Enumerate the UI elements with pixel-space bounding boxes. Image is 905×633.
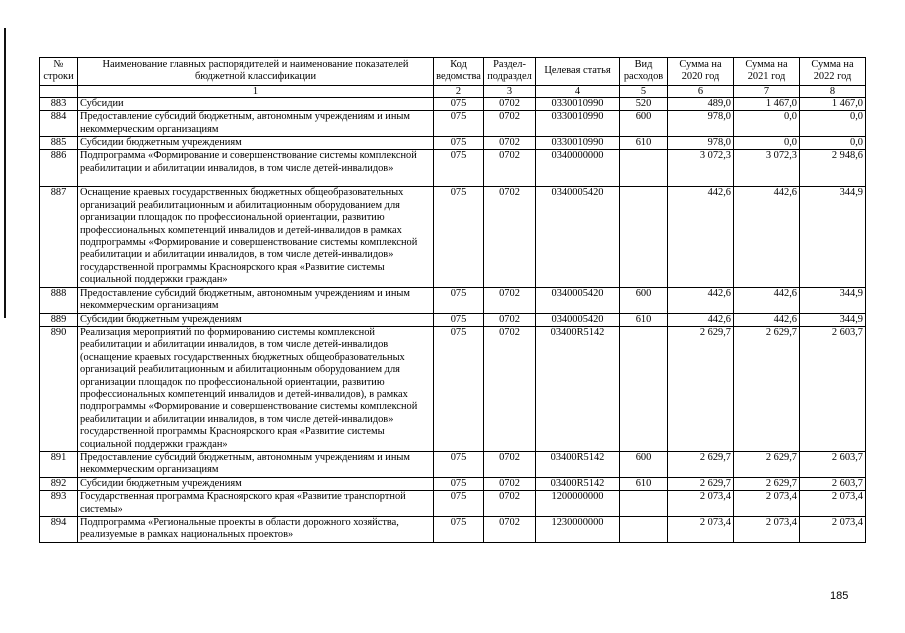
cell-department-code: 075	[434, 287, 484, 313]
column-number: 5	[620, 85, 668, 97]
table-row	[40, 150, 866, 187]
page-number: 185	[830, 590, 849, 602]
cell-department-code: 075	[434, 451, 484, 477]
cell-target-article: 0340005420	[536, 287, 620, 313]
table-row	[40, 313, 866, 326]
cell-sum-2020: 3 072,3	[668, 150, 734, 187]
cell-sum-2021: 0,0	[734, 111, 800, 137]
cell-target-article: 03400R5142	[536, 477, 620, 490]
cell-row-number: 891	[40, 451, 78, 477]
cell-department-code: 075	[434, 111, 484, 137]
table-row	[40, 451, 866, 477]
cell-section: 0702	[484, 137, 536, 150]
column-number: 4	[536, 85, 620, 97]
column-number: 1	[78, 85, 434, 97]
cell-row-number: 886	[40, 150, 78, 187]
cell-department-code: 075	[434, 326, 484, 451]
table-row	[40, 187, 866, 287]
cell-sum-2022: 344,9	[800, 313, 866, 326]
cell-sum-2020: 2 073,4	[668, 517, 734, 543]
header-row-number: № строки	[40, 58, 78, 86]
table-body	[40, 97, 866, 542]
cell-expense-type: 600	[620, 451, 668, 477]
cell-department-code: 075	[434, 477, 484, 490]
cell-sum-2021: 2 073,4	[734, 491, 800, 517]
cell-sum-2022: 2 073,4	[800, 491, 866, 517]
cell-name: Предоставление субсидий бюджетным, автономным учреждениям и иным некоммерческим организациям	[78, 287, 434, 313]
cell-sum-2022: 2 603,7	[800, 451, 866, 477]
cell-sum-2020: 489,0	[668, 97, 734, 110]
cell-section: 0702	[484, 451, 536, 477]
cell-sum-2020: 2 629,7	[668, 451, 734, 477]
cell-name: Субсидии	[78, 97, 434, 110]
cell-row-number: 892	[40, 477, 78, 490]
cell-sum-2020: 2 073,4	[668, 491, 734, 517]
cell-expense-type: 610	[620, 313, 668, 326]
cell-target-article: 0330010990	[536, 137, 620, 150]
cell-sum-2021: 3 072,3	[734, 150, 800, 187]
table-row	[40, 326, 866, 451]
cell-name: Субсидии бюджетным учреждениям	[78, 137, 434, 150]
cell-department-code: 075	[434, 517, 484, 543]
cell-row-number: 883	[40, 97, 78, 110]
column-number	[40, 85, 78, 97]
cell-section: 0702	[484, 287, 536, 313]
cell-name: Подпрограмма «Формирование и совершенствование системы комплексной реабилитации и абилитации инвалидов, в том числе детей-инвалидов»	[78, 150, 434, 187]
cell-row-number: 893	[40, 491, 78, 517]
table-row	[40, 137, 866, 150]
table-row	[40, 517, 866, 543]
column-number: 3	[484, 85, 536, 97]
cell-target-article: 0340000000	[536, 150, 620, 187]
cell-sum-2021: 442,6	[734, 187, 800, 287]
cell-row-number: 884	[40, 111, 78, 137]
header-sum-2022: Сумма на 2022 год	[800, 58, 866, 86]
cell-name: Субсидии бюджетным учреждениям	[78, 477, 434, 490]
cell-target-article: 1200000000	[536, 491, 620, 517]
cell-sum-2022: 2 603,7	[800, 326, 866, 451]
cell-section: 0702	[484, 326, 536, 451]
header-expense-type: Вид расходов	[620, 58, 668, 86]
column-number-row	[40, 85, 866, 97]
column-number: 6	[668, 85, 734, 97]
cell-row-number: 887	[40, 187, 78, 287]
table-row	[40, 97, 866, 110]
cell-expense-type: 610	[620, 477, 668, 490]
table-row	[40, 111, 866, 137]
cell-row-number: 889	[40, 313, 78, 326]
cell-name: Подпрограмма «Региональные проекты в области дорожного хозяйства, реализуемые в рамках национальных проектов»	[78, 517, 434, 543]
cell-sum-2020: 442,6	[668, 287, 734, 313]
cell-department-code: 075	[434, 187, 484, 287]
cell-sum-2022: 2 073,4	[800, 517, 866, 543]
cell-target-article: 1230000000	[536, 517, 620, 543]
column-number: 8	[800, 85, 866, 97]
cell-sum-2020: 978,0	[668, 111, 734, 137]
budget-table	[39, 57, 866, 543]
header-sum-2021: Сумма на 2021 год	[734, 58, 800, 86]
header-section: Раздел-подраздел	[484, 58, 536, 86]
header-sum-2020: Сумма на 2020 год	[668, 58, 734, 86]
cell-target-article: 03400R5142	[536, 326, 620, 451]
table-row	[40, 287, 866, 313]
cell-expense-type	[620, 491, 668, 517]
cell-name: Предоставление субсидий бюджетным, автономным учреждениям и иным некоммерческим организациям	[78, 451, 434, 477]
cell-target-article: 0340005420	[536, 187, 620, 287]
cell-department-code: 075	[434, 491, 484, 517]
cell-sum-2020: 978,0	[668, 137, 734, 150]
cell-sum-2022: 1 467,0	[800, 97, 866, 110]
cell-target-article: 03400R5142	[536, 451, 620, 477]
cell-row-number: 890	[40, 326, 78, 451]
cell-expense-type	[620, 187, 668, 287]
cell-expense-type: 520	[620, 97, 668, 110]
cell-sum-2022: 344,9	[800, 287, 866, 313]
cell-sum-2021: 2 629,7	[734, 326, 800, 451]
cell-name: Предоставление субсидий бюджетным, автономным учреждениям и иным некоммерческим организациям	[78, 111, 434, 137]
cell-sum-2020: 2 629,7	[668, 477, 734, 490]
cell-department-code: 075	[434, 313, 484, 326]
cell-name: Государственная программа Красноярского края «Развитие транспортной системы»	[78, 491, 434, 517]
cell-sum-2022: 344,9	[800, 187, 866, 287]
header-department-code: Код ведомства	[434, 58, 484, 86]
cell-row-number: 885	[40, 137, 78, 150]
cell-sum-2021: 2 629,7	[734, 451, 800, 477]
cell-sum-2021: 1 467,0	[734, 97, 800, 110]
cell-sum-2021: 442,6	[734, 287, 800, 313]
cell-target-article: 0330010990	[536, 111, 620, 137]
cell-sum-2020: 2 629,7	[668, 326, 734, 451]
cell-sum-2022: 2 948,6	[800, 150, 866, 187]
cell-sum-2022: 2 603,7	[800, 477, 866, 490]
cell-section: 0702	[484, 187, 536, 287]
cell-sum-2021: 2 073,4	[734, 517, 800, 543]
cell-name: Субсидии бюджетным учреждениям	[78, 313, 434, 326]
cell-row-number: 888	[40, 287, 78, 313]
cell-sum-2020: 442,6	[668, 187, 734, 287]
cell-department-code: 075	[434, 150, 484, 187]
page-margin-rule	[4, 28, 6, 318]
cell-section: 0702	[484, 491, 536, 517]
cell-sum-2021: 2 629,7	[734, 477, 800, 490]
cell-section: 0702	[484, 313, 536, 326]
cell-section: 0702	[484, 517, 536, 543]
cell-target-article: 0340005420	[536, 313, 620, 326]
cell-target-article: 0330010990	[536, 97, 620, 110]
header-name: Наименование главных распорядителей и наименование показателей бюджетной классификации	[78, 58, 434, 86]
cell-section: 0702	[484, 150, 536, 187]
cell-name: Реализация мероприятий по формированию системы комплексной реабилитации и абилитации инвалидов, в том числе детей-инвалидов (оснащение краевых государственных бюджетных общеобразовательных организаций реабилитационным и абилитационным оборудованием для организации площадок по профессиональной ориентации, развитию профессиональных компетенций инвалидов и детей-инвалидов), в рамках подпрограммы «Формирование и совершенствование системы комплексной реабилитации и абилитации инвалидов, в том числе детей-инвалидов» государственной программы Красноярского края «Развитие системы социальной поддержки граждан»	[78, 326, 434, 451]
cell-name: Оснащение краевых государственных бюджетных общеобразовательных организаций реабилитационным и абилитационным оборудованием для организации площадок по профессиональной ориентации, развитию профессиональных компетенций инвалидов и детей-инвалидов в рамках подпрограммы «Формирование и совершенствование системы комплексной реабилитации и абилитации инвалидов, в том числе детей-инвалидов» государственной программы Красноярского края «Развитие системы социальной поддержки граждан»	[78, 187, 434, 287]
cell-department-code: 075	[434, 137, 484, 150]
cell-sum-2020: 442,6	[668, 313, 734, 326]
cell-expense-type: 600	[620, 287, 668, 313]
column-number: 7	[734, 85, 800, 97]
table-row	[40, 477, 866, 490]
cell-department-code: 075	[434, 97, 484, 110]
cell-expense-type: 600	[620, 111, 668, 137]
cell-section: 0702	[484, 111, 536, 137]
cell-section: 0702	[484, 97, 536, 110]
cell-sum-2022: 0,0	[800, 111, 866, 137]
cell-section: 0702	[484, 477, 536, 490]
cell-row-number: 894	[40, 517, 78, 543]
cell-expense-type	[620, 150, 668, 187]
column-number: 2	[434, 85, 484, 97]
header-target-article: Целевая статья	[536, 58, 620, 86]
cell-expense-type	[620, 517, 668, 543]
cell-sum-2021: 0,0	[734, 137, 800, 150]
cell-sum-2021: 442,6	[734, 313, 800, 326]
table-header	[40, 58, 866, 98]
cell-expense-type: 610	[620, 137, 668, 150]
cell-expense-type	[620, 326, 668, 451]
cell-sum-2022: 0,0	[800, 137, 866, 150]
table-row	[40, 491, 866, 517]
